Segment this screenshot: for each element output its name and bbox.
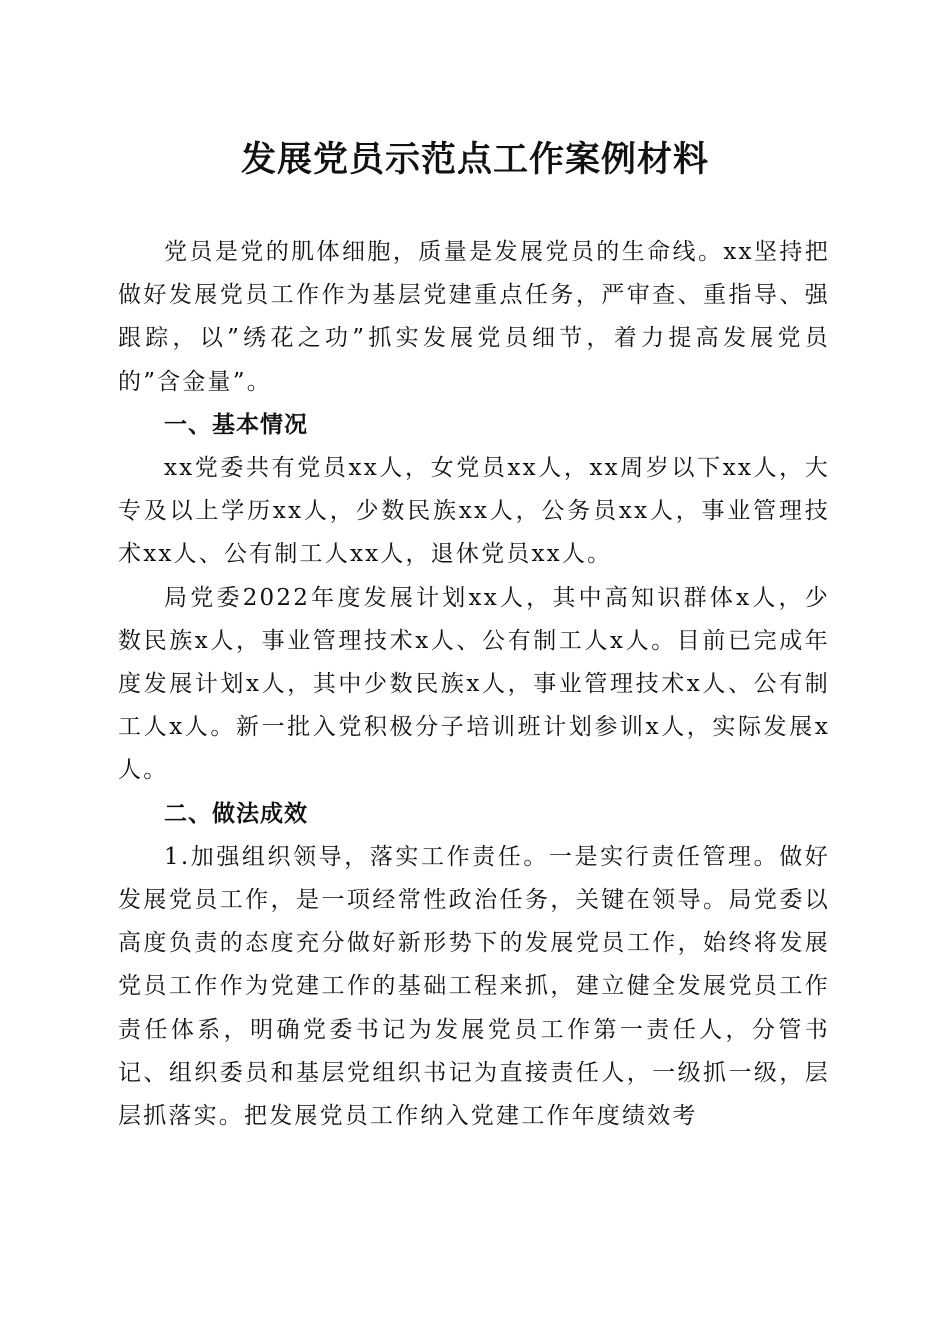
basic-situation-paragraph-2: 局党委2022年度发展计划xx人，其中高知识群体x人，少数民族x人，事业管理技术x人、公有制工人x人。目前已完成年度发展计划x人，其中少数民族x人，事业管理技术x人、公有制工人x人。新一批入党积极分子培训班计划参训x人，实际发展x人。 [118,584,830,784]
section-heading-practices: 二、做法成效 [164,800,308,827]
basic-situation-paragraph-1: xx党委共有党员xx人，女党员xx人，xx周岁以下xx人，大专及以上学历xx人，少数民族xx人，公务员xx人，事业管理技术xx人、公有制工人xx人，退休党员xx人。 [118,455,830,568]
document-title: 发展党员示范点工作案例材料 [240,139,709,180]
document-body [118,231,830,1138]
practices-paragraph-1: 1.加强组织领导，落实工作责任。一是实行责任管理。做好发展党员工作，是一项经常性政治任务，关键在领导。局党委以高度负责的态度充分做好新形势下的发展党员工作，始终将发展党员工作作为党建工作的基础工程来抓，建立健全发展党员工作责任体系，明确党委书记为发展党员工作第一责任人，分管书记、组织委员和基层党组织书记为直接责任人，一级抓一级，层层抓落实。把发展党员工作纳入党建工作年度绩效考 [118,843,830,1130]
section-heading-basic-situation: 一、基本情况 [164,411,308,438]
intro-paragraph: 党员是党的肌体细胞，质量是发展党员的生命线。xx坚持把做好发展党员工作作为基层党建重点任务，严审查、重指导、强跟踪，以”绣花之功”抓实发展党员细节，着力提高发展党员的”含金量”。 [118,239,830,395]
